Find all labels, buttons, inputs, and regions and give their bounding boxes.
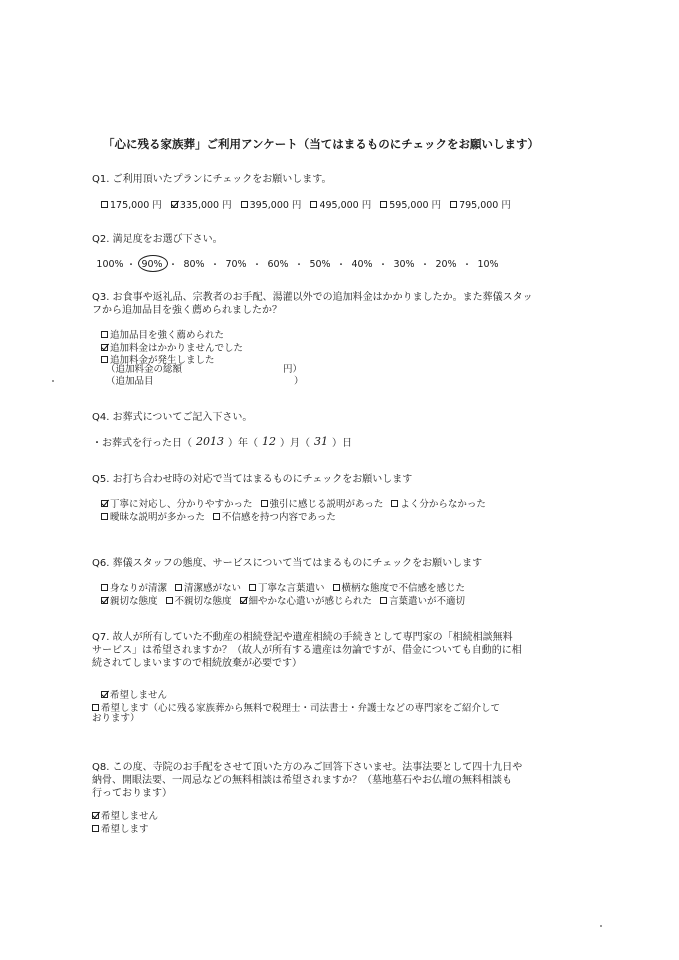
q6-question: Q6. 葬儀スタッフの態度、サービスについて当てはまるものにチェックをお願いします: [92, 558, 483, 569]
q2-option-label: 80%: [183, 258, 205, 270]
q4-year-unit: ）年（: [228, 438, 258, 449]
q7-checkbox-1[interactable]: [101, 691, 108, 698]
q3-items-close: ）: [294, 376, 304, 387]
q6-option-r1-2-label: 清潔感がない: [184, 583, 242, 594]
q1-plan-option-1-checkbox[interactable]: [101, 201, 108, 208]
q2-separator: ・: [168, 260, 178, 271]
q7-question-line3: 続されてしまいますので相続放棄が必要です）: [92, 658, 302, 669]
q2-separator: ・: [252, 260, 262, 271]
q3-option-2-label: 追加料金はかかりませんでした: [110, 343, 244, 354]
q6-option-r2-1-checkbox[interactable]: [101, 597, 108, 604]
q4-day-value[interactable]: 31: [314, 435, 328, 448]
scan-speck: [52, 380, 54, 382]
q5-option-r2-2-checkbox[interactable]: [213, 513, 220, 520]
q7-option-2-label: 希望します（心に残る家族葬から無料で税理士・司法書士・弁護士などの専門家をご紹介して: [101, 703, 501, 714]
q2-option-10[interactable]: [474, 259, 502, 270]
q6-option-r2-2[interactable]: [166, 593, 232, 607]
q6-option-r2-1[interactable]: [101, 593, 158, 607]
q2-option-9[interactable]: [432, 259, 460, 270]
q2-separator: ・: [378, 260, 388, 271]
q3-checkbox-3[interactable]: [101, 356, 108, 363]
q1-plan-option-4[interactable]: [310, 197, 371, 211]
q5-option-r1-1-label: 丁寧に対応し、分かりやすかった: [110, 499, 253, 510]
q2-separator: ・: [336, 260, 346, 271]
q4-month-unit: ）月（: [280, 438, 310, 449]
q6-option-r2-3-checkbox[interactable]: [240, 597, 247, 604]
q1-plan-option-6[interactable]: [450, 197, 511, 211]
q4-year-value[interactable]: 2013: [196, 435, 224, 448]
q6-option-r1-2[interactable]: [175, 580, 241, 594]
q7-option-2[interactable]: [92, 700, 500, 714]
q6-option-r1-3-checkbox[interactable]: [249, 584, 256, 591]
q2-option-1[interactable]: [96, 259, 124, 270]
q1-plan-option-3-checkbox[interactable]: [241, 201, 248, 208]
q2-satisfaction-scale: [96, 257, 502, 271]
q4-date-row: [92, 434, 352, 449]
q5-option-r2-2[interactable]: [213, 509, 336, 523]
q6-option-r1-1-checkbox[interactable]: [101, 584, 108, 591]
q1-plan-option-3-label: 395,000 円: [249, 200, 302, 211]
q1-plan-option-1-label: 175,000 円: [110, 200, 162, 211]
q3-amount-unit: 円）: [283, 364, 303, 375]
q2-selected-circle: [138, 255, 168, 272]
q8-option-2[interactable]: [92, 821, 149, 835]
q7-checkbox-2[interactable]: [92, 704, 99, 711]
q6-option-r1-4[interactable]: [333, 580, 466, 594]
q6-option-r1-2-checkbox[interactable]: [175, 584, 182, 591]
q1-plan-option-3[interactable]: [241, 197, 302, 211]
q2-option-6[interactable]: [306, 259, 334, 270]
q4-prefix: ・お葬式を行った日（: [92, 438, 192, 449]
q8-option-1-label: 希望しません: [101, 811, 159, 822]
q7-option-2-continued: おります）: [92, 713, 140, 724]
q1-plan-option-1[interactable]: [101, 197, 162, 211]
q2-option-5[interactable]: [264, 259, 292, 270]
q6-option-r1-3[interactable]: [249, 580, 325, 594]
q1-plan-option-5-label: 595,000 円: [389, 200, 442, 211]
q1-plan-option-4-checkbox[interactable]: [310, 201, 317, 208]
q6-option-r2-2-label: 不親切な態度: [174, 596, 232, 607]
q2-option-4[interactable]: [222, 259, 250, 270]
q5-option-r1-3-label: よく分からなかった: [400, 499, 486, 510]
q1-plan-option-4-label: 495,000 円: [319, 200, 372, 211]
q3-items-label: （追加品目: [106, 376, 154, 387]
q5-option-r2-1[interactable]: [101, 509, 205, 523]
q6-option-r1-4-label: 横柄な態度で不信感を感じた: [341, 583, 466, 594]
q2-option-label: 20%: [435, 258, 457, 270]
q5-option-r1-2-label: 強引に感じる説明があった: [269, 499, 384, 510]
q4-day-unit: ）日: [332, 438, 352, 449]
q3-option-1[interactable]: [101, 327, 224, 341]
q6-option-r2-2-checkbox[interactable]: [166, 597, 173, 604]
q1-plan-option-2[interactable]: [171, 197, 232, 211]
q8-question-line1: Q8. この度、寺院のお手配をさせて頂いた方のみご回答下さいませ。法事法要として四十九日や: [92, 762, 523, 773]
q3-checkbox-1[interactable]: [101, 331, 108, 338]
q3-question-line2: フから追加品目を強く薦められましたか？: [92, 305, 282, 316]
q6-option-r1-1[interactable]: [101, 580, 167, 594]
q6-option-r2-3[interactable]: [240, 593, 373, 607]
q2-option-3[interactable]: [180, 259, 208, 270]
q2-option-label: 10%: [477, 258, 499, 270]
q2-option-label: 60%: [267, 258, 289, 270]
q2-separator: ・: [294, 260, 304, 271]
q3-option-1-label: 追加品目を強く薦められた: [110, 330, 225, 341]
q1-plan-option-6-label: 795,000 円: [459, 200, 511, 211]
q2-option-label: 70%: [225, 258, 247, 270]
q8-checkbox-1[interactable]: [92, 812, 99, 819]
q2-option-label: 30%: [393, 258, 415, 270]
q6-option-r1-3-label: 丁寧な言葉遣い: [258, 583, 325, 594]
q6-option-r2-3-label: 細やかな心遣いが感じられた: [248, 596, 373, 607]
q2-question: Q2. 満足度をお選び下さい。: [92, 234, 223, 245]
q4-question: Q4. お葬式についてご記入下さい。: [92, 412, 253, 423]
q2-separator: ・: [420, 260, 430, 271]
q5-option-r1-1-checkbox[interactable]: [101, 500, 108, 507]
q2-option-8[interactable]: [390, 259, 418, 270]
q4-month-value[interactable]: 12: [262, 435, 276, 448]
q2-separator: ・: [210, 260, 220, 271]
q5-options-row2: [101, 509, 336, 523]
q2-option-7[interactable]: [348, 259, 376, 270]
q1-plan-option-6-checkbox[interactable]: [450, 201, 457, 208]
q1-question: Q1. ご利用頂いたプランにチェックをお願いします。: [92, 174, 332, 185]
q6-option-r1-1-label: 身なりが清潔: [110, 583, 168, 594]
scan-speck: [600, 925, 602, 927]
q1-plan-option-2-checkbox[interactable]: [171, 201, 178, 208]
q5-option-r1-2-checkbox[interactable]: [261, 500, 268, 507]
q2-option-label: 40%: [351, 258, 373, 270]
q5-option-r2-1-label: 曖昧な説明が多かった: [110, 512, 206, 523]
q2-option-label: 50%: [309, 258, 331, 270]
q1-plan-option-5-checkbox[interactable]: [380, 201, 387, 208]
page-title: 「心に残る家族葬」ご利用アンケート（当てはまるものにチェックをお願いします）: [103, 137, 539, 151]
q7-question-line1: Q7. 故人が所有していた不動産の相続登記や遺産相続の手続きとして専門家の「相続相談無料: [92, 632, 513, 643]
q5-option-r1-1[interactable]: [101, 496, 253, 510]
q8-checkbox-2[interactable]: [92, 825, 99, 832]
q6-option-r2-4-checkbox[interactable]: [380, 597, 387, 604]
q7-option-1[interactable]: [101, 687, 167, 701]
q5-option-r2-2-label: 不信感を持つ内容であった: [222, 512, 336, 523]
q6-option-r2-4-label: 言葉遣いが不適切: [389, 596, 466, 607]
q3-option-3-label: 追加料金が発生しました: [110, 355, 215, 366]
q8-question-line3: 行っております）: [92, 788, 172, 799]
q3-checkbox-2[interactable]: [101, 344, 108, 351]
q5-option-r2-1-checkbox[interactable]: [101, 513, 108, 520]
q5-option-r1-3[interactable]: [391, 496, 486, 510]
q7-question-line2: サービス」は希望されますか？（故人が所有する遺産は勿論ですが、借金についても自動的に相: [92, 645, 522, 656]
q8-question-line2: 納骨、開眼法要、一周忌などの無料相談は希望されますか？（墓地墓石やお仏壇の無料相談も: [92, 775, 512, 786]
q5-option-r1-2[interactable]: [261, 496, 384, 510]
q2-option-label: 100%: [96, 258, 124, 270]
q5-option-r1-3-checkbox[interactable]: [391, 500, 398, 507]
q1-plan-options: [101, 197, 511, 211]
q8-option-1[interactable]: [92, 808, 158, 822]
q3-question-line1: Q3. お食事や返礼品、宗教者のお手配、湯灌以外での追加料金はかかりましたか。また葬儀スタッ: [92, 292, 533, 303]
q5-options-row1: [101, 496, 486, 510]
q2-separator: ・: [126, 260, 136, 271]
q2-option-2[interactable]: [138, 259, 166, 270]
q8-option-2-label: 希望します: [101, 824, 149, 835]
q2-option-label: 90%: [141, 258, 163, 270]
q6-options-row2: [101, 593, 465, 607]
q1-plan-option-5[interactable]: [380, 197, 441, 211]
q2-separator: ・: [462, 260, 472, 271]
q6-option-r2-4[interactable]: [380, 593, 465, 607]
q7-option-1-label: 希望しません: [110, 690, 168, 701]
q6-options-row1: [101, 580, 465, 594]
q5-question: Q5. お打ち合わせ時の対応で当てはまるものにチェックをお願いします: [92, 474, 413, 485]
q6-option-r1-4-checkbox[interactable]: [333, 584, 340, 591]
q6-option-r2-1-label: 親切な態度: [110, 596, 158, 607]
q1-plan-option-2-label: 335,000 円: [179, 200, 232, 211]
q3-amount-label: （追加料金の総額: [106, 364, 183, 375]
